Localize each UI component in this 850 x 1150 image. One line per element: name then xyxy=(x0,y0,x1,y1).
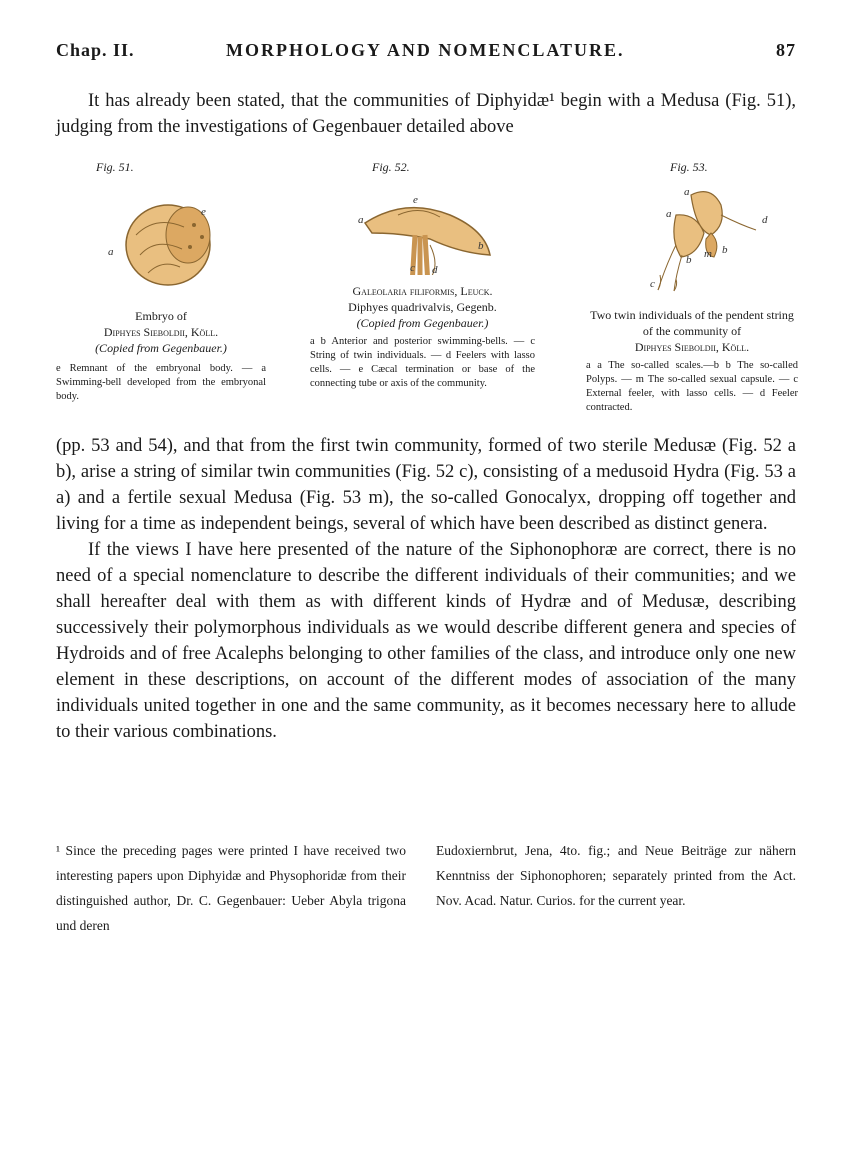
figure-53-letter-a: a xyxy=(684,186,690,198)
figure-53-legend: a a The so-called scales.—b b The so-called Polyps. — m The so-called sexual capsule. — c External feeler, with lasso cells. — d Feeler contracted. xyxy=(586,360,798,413)
caption-line: Embryo of xyxy=(135,309,187,323)
caption-line: Galeolaria filiformis, Leuck. xyxy=(352,284,493,298)
figure-52 xyxy=(310,160,535,391)
page-number: 87 xyxy=(776,40,796,60)
footnote-right-column: Eudoxiernbrut, Jena, 4to. fig.; and Neue Beiträge zur nähern Kenntniss der Siphonophoren; separately printed from the Act. Nov. Acad. Natur. Curios. for the current year. xyxy=(436,843,796,908)
paragraph-siphonophorae: If the views I have here presented of the nature of the Siphonophoræ are correct, there is no need of a special nomenclature to describe the different individuals of their communities; and we shall hereafter deal with them as with different kinds of Hydræ and of Medusæ, describing successively their polymorphous individuals as we would describe different genera and species of Hydroids and of free Acalephs belonging to other families of the class, and introduce only one new element in these descriptions, on account of the different modes of association of the many individuals united together in one and the same community, as it becomes necessary here to allude to their various combinations. xyxy=(56,540,796,742)
figure-53 xyxy=(586,160,798,415)
main-text xyxy=(56,433,796,745)
figure-53-letter-m: m xyxy=(704,248,712,260)
caption-line: Two twin individuals of the pendent string of the community of xyxy=(590,308,794,338)
caption-line: (Copied from Gegenbauer.) xyxy=(356,316,489,330)
caption-line: (Copied from Gegenbauer.) xyxy=(95,341,227,355)
figure-51-label: Fig. 51. xyxy=(96,160,134,174)
figure-52-illustration xyxy=(310,175,535,275)
figure-52-caption xyxy=(310,283,535,331)
figure-51-illustration xyxy=(56,175,266,290)
figure-51 xyxy=(56,160,266,404)
figure-53-letter-a2: a xyxy=(666,208,672,220)
figure-53-letter-b: b xyxy=(722,244,728,256)
intro-paragraph xyxy=(56,88,796,140)
figure-53-letter-c: c xyxy=(650,278,655,290)
caption-line: Diphyes quadrivalvis, Gegenb. xyxy=(348,300,497,314)
running-header xyxy=(56,40,796,68)
figure-52-letter-a: a xyxy=(358,214,364,226)
figure-52-letter-b: b xyxy=(478,240,484,252)
figure-52-label: Fig. 52. xyxy=(372,160,410,174)
chapter-label: Chap. II. xyxy=(56,40,135,60)
footnote-left-column: ¹ Since the preceding pages were printed I have received two interesting papers upon Diphyidæ and Physophoridæ from their distinguished author, Dr. C. Gegenbauer: Ueber Abyla trigona und deren xyxy=(56,843,406,933)
figure-52-letter-d: d xyxy=(432,264,438,275)
figure-53-label: Fig. 53. xyxy=(670,160,708,174)
figure-52-letter-c: c xyxy=(410,262,415,274)
figure-51-letter-a: a xyxy=(108,246,114,258)
page-header-title: MORPHOLOGY AND NOMENCLATURE. xyxy=(226,40,625,60)
figure-52-letter-e: e xyxy=(413,194,418,206)
figure-53-illustration xyxy=(586,175,798,293)
figure-52-legend: a b Anterior and posterior swimming-bells. — c String of twin individuals. — d Feelers with lasso cells. — e Cæcal termination or base of the connecting tube or axis of the community. xyxy=(310,336,535,389)
figure-51-caption xyxy=(56,308,266,356)
figure-53-caption xyxy=(586,307,798,355)
figure-51-letter-e: e xyxy=(201,206,206,218)
figure-53-letter-b2: b xyxy=(686,254,692,266)
figure-53-letter-d: d xyxy=(762,214,768,226)
intro-text: It has already been stated, that the communities of Diphyidæ¹ begin with a Medusa (Fig. 51), judging from the investigations of Gegenbauer detailed above xyxy=(56,91,796,137)
paragraph-continuation: (pp. 53 and 54), and that from the first twin community, formed of two sterile Medusæ (Fig. 52 a b), arise a string of similar twin communities (Fig. 52 c), consisting of a medusoid Hydra (Fig. 53 a a) and a fertile sexual Medusa (Fig. 53 m), the so-called Gonocalyx, dropping off together and living for a time as independent beings, several of which have been described as distinct genera. xyxy=(56,436,796,534)
caption-line: Diphyes Sieboldii, Köll. xyxy=(634,340,750,354)
caption-line: Diphyes Sieboldii, Köll. xyxy=(103,325,219,339)
figure-51-legend: e Remnant of the embryonal body. — a Swimming-bell developed from the embryonal body. xyxy=(56,363,266,402)
